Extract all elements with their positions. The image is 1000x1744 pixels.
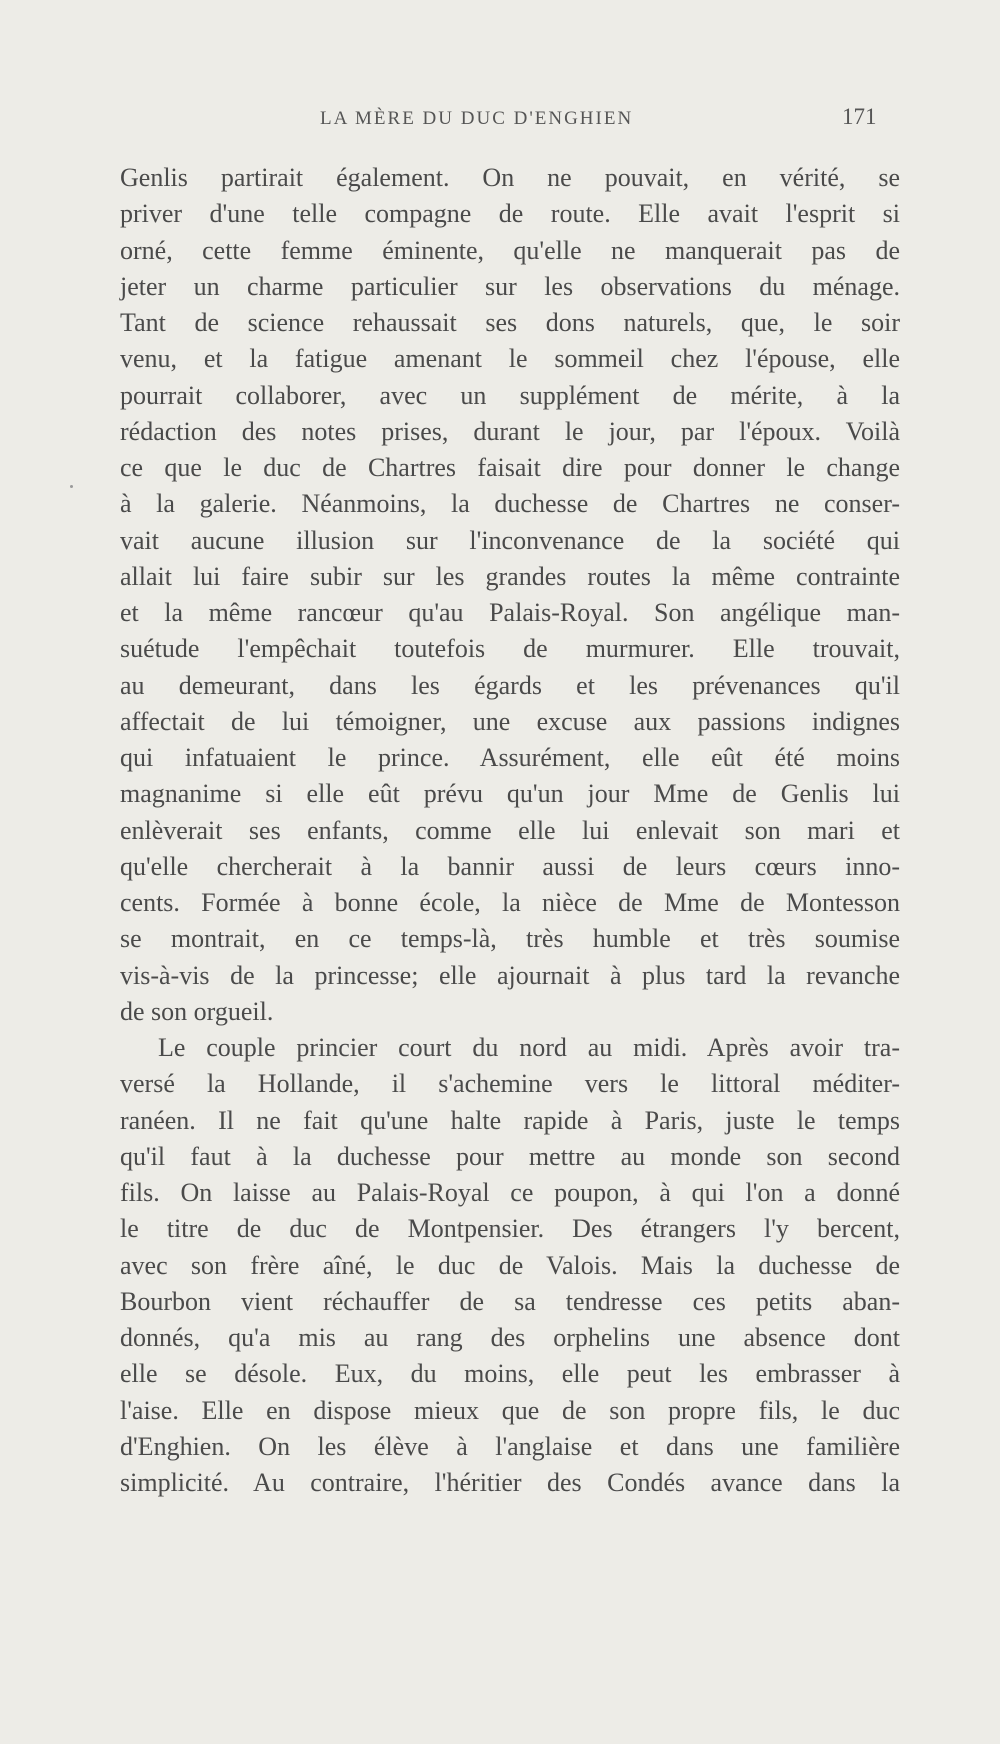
body-text [120, 160, 900, 1501]
text-line: elle se désole. Eux, du moins, elle peut les embrasser à [120, 1359, 900, 1389]
text-line: rédaction des notes prises, durant le jour, par l'époux. Voilà [120, 416, 900, 446]
text-line: Bourbon vient réchauffer de sa tendresse ces petits aban- [120, 1286, 900, 1316]
running-header [0, 104, 1000, 138]
text-line: qu'il faut à la duchesse pour mettre au monde son second [120, 1141, 900, 1171]
page-number: 171 [842, 104, 877, 129]
running-title: LA MÈRE DU DUC D'ENGHIEN [320, 108, 634, 129]
text-line: l'aise. Elle en dispose mieux que de son propre fils, le duc [120, 1395, 900, 1425]
text-line: donnés, qu'a mis au rang des orphelins une absence dont [120, 1323, 900, 1352]
text-line: affectait de lui témoigner, une excuse aux passions indignes [120, 706, 900, 736]
text-line: allait lui faire subir sur les grandes routes la même contrainte [120, 561, 900, 591]
text-line: d'Enghien. On les élève à l'anglaise et dans une familière [120, 1431, 900, 1461]
text-line: vait aucune illusion sur l'inconvenance de la société qui [120, 525, 900, 555]
text-line: le titre de duc de Montpensier. Des étrangers l'y bercent, [120, 1214, 900, 1244]
text-line: fils. On laisse au Palais-Royal ce poupon, à qui l'on a donné [120, 1178, 900, 1207]
text-line: avec son frère aîné, le duc de Valois. Mais la duchesse de [120, 1250, 900, 1280]
text-line: qui infatuaient le prince. Assurément, elle eût été moins [120, 743, 900, 772]
paper-speck [70, 485, 73, 488]
text-line: et la même rancœur qu'au Palais-Royal. Son angélique man- [120, 598, 900, 627]
text-line: ranéen. Il ne fait qu'une halte rapide à Paris, juste le temps [120, 1105, 900, 1135]
text-line: Tant de science rehaussait ses dons naturels, que, le soir [120, 308, 900, 337]
text-line: magnanime si elle eût prévu qu'un jour Mme de Genlis lui [120, 779, 900, 809]
text-line: venu, et la fatigue amenant le sommeil chez l'épouse, elle [120, 344, 900, 374]
text-line: pourrait collaborer, avec un supplément de mérite, à la [120, 380, 900, 410]
text-line: ce que le duc de Chartres faisait dire pour donner le change [120, 453, 900, 482]
text-line: au demeurant, dans les égards et les prévenances qu'il [120, 670, 900, 700]
text-line: versé la Hollande, il s'achemine vers le littoral méditer- [120, 1069, 900, 1099]
text-line: Genlis partirait également. On ne pouvait, en vérité, se [120, 163, 900, 192]
text-line: jeter un charme particulier sur les observations du ménage. [120, 271, 900, 301]
text-line: enlèverait ses enfants, comme elle lui enlevait son mari et [120, 815, 900, 845]
text-line: simplicité. Au contraire, l'héritier des Condés avance dans la [120, 1468, 900, 1497]
text-line: se montrait, en ce temps-là, très humble et très soumise [120, 924, 900, 954]
text-line: qu'elle chercherait à la bannir aussi de leurs cœurs inno- [120, 851, 900, 881]
text-line: cents. Formée à bonne école, la nièce de Mme de Montesson [120, 888, 900, 917]
text-line: orné, cette femme éminente, qu'elle ne manquerait pas de [120, 235, 900, 265]
text-line: vis-à-vis de la princesse; elle ajournait à plus tard la revanche [120, 960, 900, 990]
text-line: suétude l'empêchait toutefois de murmurer. Elle trouvait, [120, 634, 900, 664]
text-line: de son orgueil. [120, 996, 274, 1026]
text-line: Le couple princier court du nord au midi. Après avoir tra- [158, 1033, 900, 1062]
text-line: à la galerie. Néanmoins, la duchesse de Chartres ne conser- [120, 489, 900, 519]
text-line: priver d'une telle compagne de route. Elle avait l'esprit si [120, 199, 900, 229]
